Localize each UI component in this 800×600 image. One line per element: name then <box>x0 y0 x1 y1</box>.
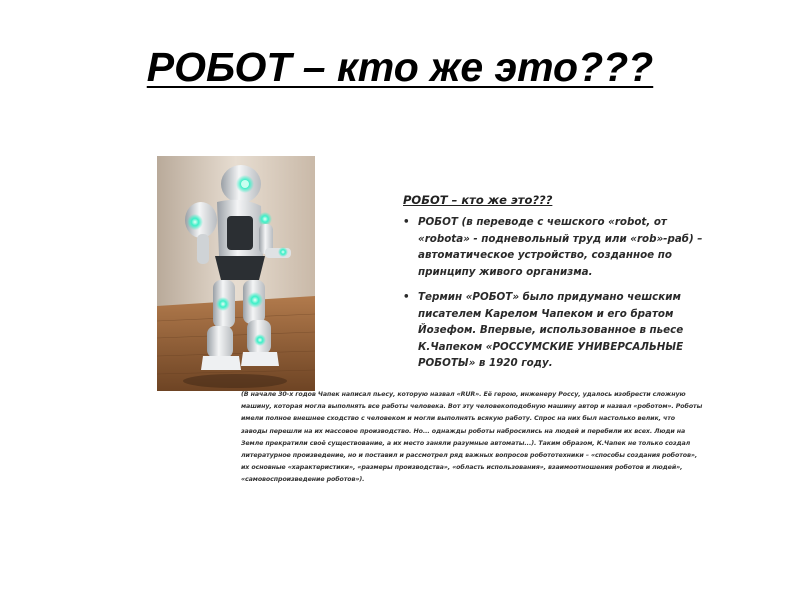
bullet-icon: • <box>403 216 410 228</box>
footnote-paragraph: (В начале 30-х годов Чапек написал пьесу, которую назвал «RUR». Её герою, инженеру Россу, удалось изобрести сложную машину, которая могла выполнять все работы человека. Вот эту человекоподобную машину автор и назвал «роботом». Роботы имели полное внешнее сходство с человеком и могли выполнять всякую работу. Спрос на них был настолько велик, что заводы перешли на их массовое производство. Но... однажды роботы набросились на людей и перебили их всех. Люди на Земле прекратили своё существование, а их место заняли разумные автоматы...). Таким образом, К.Чапек не только создал литературное произведение, но и поставил и рассмотрел ряд важных вопросов робототехники – «способы создания роботов», их основные «характеристики», «размеры производства», «область использования», взаимоотношения роботов и людей», «самовоспроизведение роботов»). <box>241 391 703 484</box>
bullet-text: РОБОТ (в переводе с чешского «robot, от «robota» - подневольный труд или «rob»-раб) – автоматическое устройство, созданное по принципу живого организма. <box>418 216 703 278</box>
bullet-item-origin <box>403 289 703 372</box>
bullet-icon: • <box>403 291 410 303</box>
bullet-text: Термин «РОБОТ» было придумано чешским писателем Карелом Чапеком и его братом Йозефом. Впервые, использованное в пьесе К.Чапеком «РОССУМСКИЕ УНИВЕРСАЛЬНЫЕ РОБОТЫ» в 1920 году. <box>418 291 684 369</box>
bullet-item-definition <box>403 214 703 280</box>
slide-title: РОБОТ – кто же это??? <box>146 44 654 90</box>
robot-photo <box>157 156 315 391</box>
inset-bullet-list <box>403 214 703 381</box>
inset-heading: РОБОТ – кто же это??? <box>403 193 553 207</box>
